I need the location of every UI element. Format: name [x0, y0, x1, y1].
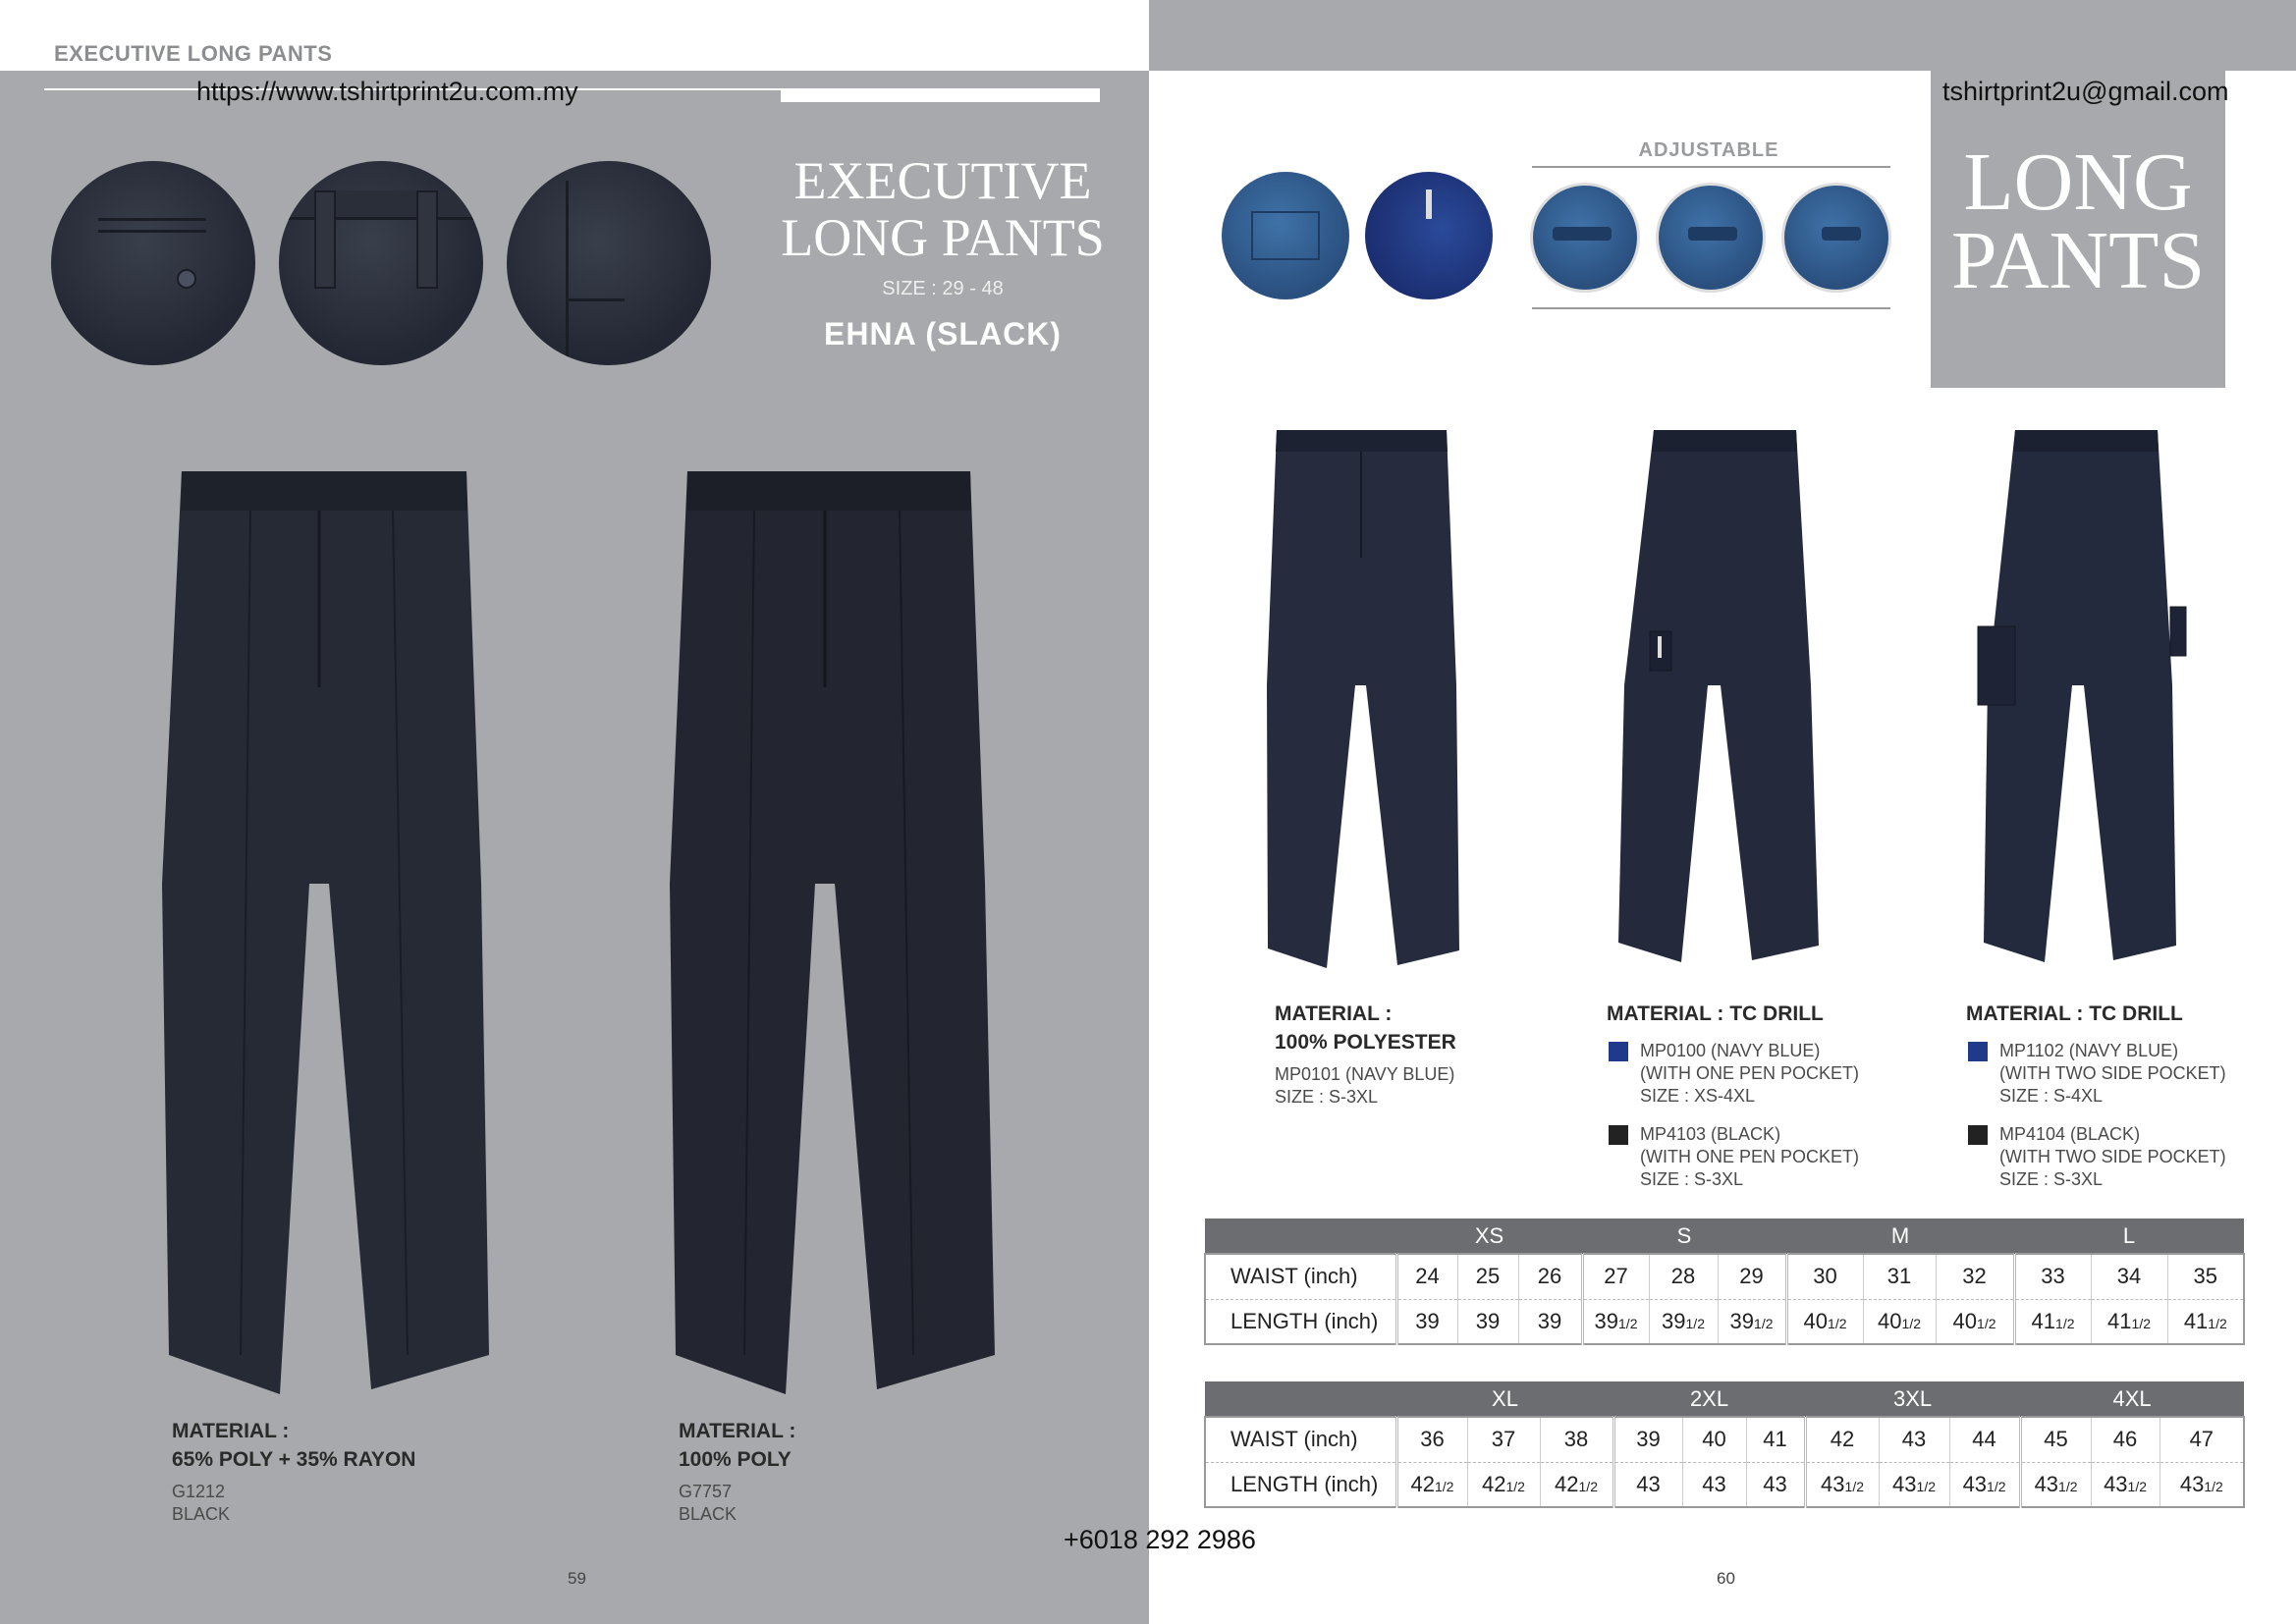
waist-cell — [1396, 1417, 1467, 1462]
length-value: 42 — [1555, 1471, 1579, 1496]
length-cell — [1949, 1462, 2020, 1507]
waist-cell — [1718, 1254, 1786, 1299]
length-value: 43 — [2034, 1471, 2059, 1496]
product-g1212-material — [172, 1417, 415, 1474]
adjustable-rule-bottom — [1532, 307, 1890, 309]
product-color: BLACK — [679, 1504, 738, 1524]
waist-cell — [2020, 1417, 2091, 1462]
size-group-header: XS — [1396, 1218, 1582, 1254]
black-swatch — [1968, 1125, 1988, 1145]
length-value: 43 — [1763, 1471, 1787, 1496]
material-label: MATERIAL : — [679, 1420, 796, 1442]
executive-product-code: EHNA (SLACK) — [824, 316, 1062, 352]
option-size: SIZE : S-4XL — [1999, 1086, 2104, 1106]
waist-cell — [1936, 1254, 2014, 1299]
length-cell — [1879, 1462, 1949, 1507]
length-fraction: 1/2 — [1754, 1315, 1774, 1331]
product-size: SIZE : S-3XL — [1275, 1087, 1379, 1107]
waist-cell — [1949, 1417, 2020, 1462]
length-cell — [1613, 1462, 1682, 1507]
waist-value: 42 — [1830, 1427, 1855, 1452]
length-row — [1205, 1299, 2244, 1344]
size-table-xl-4xl — [1204, 1381, 2245, 1508]
size-group-header: M — [1786, 1218, 2014, 1254]
length-value: 43 — [2179, 1471, 2205, 1496]
waist-cell — [1540, 1417, 1613, 1462]
waist-value: 25 — [1475, 1264, 1501, 1289]
product-tc-drill-1-material: MATERIAL : TC DRILL — [1607, 1002, 1824, 1025]
product-code: G1212 — [172, 1482, 226, 1501]
waist-value: 39 — [1636, 1427, 1661, 1452]
waist-value: 26 — [1537, 1264, 1562, 1289]
length-fraction: 1/2 — [1844, 1478, 1864, 1494]
option-desc: (WITH TWO SIDE POCKET) — [1999, 1147, 2226, 1166]
page-number-60: 60 — [1717, 1569, 1735, 1588]
product-g7757-info — [679, 1481, 737, 1526]
material-value: 100% POLY — [679, 1448, 792, 1471]
option-mp4103 — [1640, 1123, 1859, 1191]
size-group-header: XL — [1396, 1381, 1613, 1417]
product-color: BLACK — [172, 1504, 231, 1524]
black-swatch — [1609, 1125, 1628, 1145]
size-group-header: S — [1582, 1218, 1786, 1254]
length-fraction: 1/2 — [1578, 1478, 1598, 1494]
length-row — [1205, 1462, 2244, 1507]
pants-mp0101-image — [1265, 430, 1461, 970]
option-code: MP0100 (NAVY BLUE) — [1640, 1041, 1821, 1060]
length-cell — [1467, 1462, 1540, 1507]
waist-cell — [1863, 1254, 1936, 1299]
length-cell — [1540, 1462, 1613, 1507]
section-header-title: EXECUTIVE LONG PANTS — [54, 41, 333, 66]
size-table-xs-l — [1204, 1218, 2245, 1345]
waist-value: 28 — [1670, 1264, 1696, 1289]
length-fraction: 1/2 — [2127, 1478, 2148, 1494]
length-value: 43 — [1636, 1471, 1661, 1496]
length-cell — [1396, 1299, 1457, 1344]
navy-swatch — [1968, 1042, 1988, 1061]
waist-cell — [2091, 1254, 2167, 1299]
length-cell — [2014, 1299, 2091, 1344]
option-size: SIZE : S-3XL — [1999, 1169, 2104, 1189]
pants-g7757-image — [666, 471, 1005, 1399]
length-cell — [2167, 1299, 2244, 1344]
long-pants-title — [1931, 136, 2225, 306]
option-code: MP4104 (BLACK) — [1999, 1124, 2141, 1144]
product-g1212-info — [172, 1481, 230, 1526]
row-label: LENGTH (inch) — [1205, 1299, 1396, 1344]
product-tc-drill-2-material: MATERIAL : TC DRILL — [1966, 1002, 2183, 1025]
waist-value: 45 — [2044, 1427, 2068, 1452]
long-pants-title-line2: PANTS — [1950, 215, 2206, 306]
length-value: 40 — [1803, 1308, 1829, 1333]
waist-value: 47 — [2189, 1427, 2214, 1452]
right-header-bar — [1149, 0, 2296, 71]
option-desc: (WITH ONE PEN POCKET) — [1640, 1063, 1860, 1083]
length-cell — [2091, 1462, 2159, 1507]
executive-size-range: SIZE : 29 - 48 — [882, 278, 1004, 299]
detail-side-pocket-image — [507, 161, 711, 365]
product-g7757-material — [679, 1417, 795, 1474]
waist-value: 34 — [2116, 1264, 2142, 1289]
detail-back-pocket-image — [51, 161, 255, 365]
option-size: SIZE : XS-4XL — [1640, 1086, 1756, 1106]
pants-mp1102-image — [1976, 430, 2192, 965]
navy-swatch — [1609, 1042, 1628, 1061]
waist-value: 30 — [1813, 1264, 1837, 1289]
executive-title-line2: LONG PANTS — [781, 208, 1105, 267]
length-value: 41 — [2031, 1308, 2056, 1333]
product-mp0101-material — [1275, 1000, 1456, 1056]
length-fraction: 1/2 — [2058, 1478, 2078, 1494]
length-fraction: 1/2 — [2208, 1315, 2227, 1331]
length-fraction: 1/2 — [1828, 1315, 1847, 1331]
table-header-row — [1205, 1218, 2244, 1254]
option-code: MP1102 (NAVY BLUE) — [1999, 1041, 2179, 1060]
waist-cell — [1649, 1254, 1718, 1299]
length-value: 40 — [1952, 1308, 1978, 1333]
email-link[interactable]: tshirtprint2u@gmail.com — [1942, 77, 2229, 106]
executive-title-line1: EXECUTIVE — [793, 151, 1092, 210]
length-cell — [1786, 1299, 1863, 1344]
option-desc: (WITH ONE PEN POCKET) — [1640, 1147, 1860, 1166]
waist-value: 40 — [1702, 1427, 1726, 1452]
row-label: WAIST (inch) — [1205, 1254, 1396, 1299]
length-value: 43 — [2104, 1471, 2128, 1496]
detail-pen-pocket-image — [1365, 172, 1493, 299]
waist-row — [1205, 1254, 2244, 1299]
length-fraction: 1/2 — [1901, 1315, 1921, 1331]
waist-cell — [2091, 1417, 2159, 1462]
waist-row — [1205, 1417, 2244, 1462]
length-value: 41 — [2183, 1308, 2209, 1333]
waist-value: 29 — [1739, 1264, 1764, 1289]
size-group-header: L — [2014, 1218, 2244, 1254]
material-label: MATERIAL : — [172, 1420, 290, 1442]
adjustable-tab-image-1 — [1530, 183, 1640, 293]
option-mp4104 — [1999, 1123, 2226, 1191]
waist-cell — [2159, 1417, 2244, 1462]
length-cell — [1718, 1299, 1786, 1344]
row-label: LENGTH (inch) — [1205, 1462, 1396, 1507]
waist-cell — [1582, 1254, 1649, 1299]
length-fraction: 1/2 — [1505, 1478, 1525, 1494]
length-cell — [1863, 1299, 1936, 1344]
material-value: 100% POLYESTER — [1275, 1031, 1456, 1054]
length-cell — [2159, 1462, 2244, 1507]
table-header-row — [1205, 1381, 2244, 1417]
waist-value: 33 — [2041, 1264, 2065, 1289]
waist-cell — [1746, 1417, 1805, 1462]
waist-value: 38 — [1563, 1427, 1589, 1452]
length-fraction: 1/2 — [1435, 1478, 1454, 1494]
length-value: 43 — [1702, 1471, 1726, 1496]
length-value: 39 — [1594, 1308, 1619, 1333]
length-value: 43 — [1962, 1471, 1988, 1496]
waist-cell — [2014, 1254, 2091, 1299]
executive-title — [746, 152, 1139, 266]
adjustable-rule-top — [1532, 166, 1890, 168]
length-value: 39 — [1537, 1308, 1562, 1333]
waist-value: 35 — [2193, 1264, 2218, 1289]
waist-value: 27 — [1604, 1264, 1628, 1289]
length-value: 39 — [1475, 1308, 1501, 1333]
product-code: MP0101 (NAVY BLUE) — [1275, 1064, 1455, 1084]
length-value: 39 — [1729, 1308, 1755, 1333]
pants-g1212-image — [157, 471, 501, 1399]
waist-value: 24 — [1415, 1264, 1440, 1289]
waist-value: 31 — [1886, 1264, 1912, 1289]
length-cell — [1396, 1462, 1467, 1507]
length-cell — [2020, 1462, 2091, 1507]
detail-waistband-image — [279, 161, 483, 365]
length-cell — [1805, 1462, 1879, 1507]
length-fraction: 1/2 — [1977, 1315, 1996, 1331]
material-label: MATERIAL : — [1275, 1002, 1393, 1025]
page-number-59: 59 — [568, 1569, 586, 1588]
waist-cell — [2167, 1254, 2244, 1299]
waist-cell — [1467, 1417, 1540, 1462]
length-value: 39 — [1662, 1308, 1686, 1333]
waist-cell — [1805, 1417, 1879, 1462]
option-mp1102 — [1999, 1040, 2226, 1108]
waist-cell — [1786, 1254, 1863, 1299]
material-value: 65% POLY + 35% RAYON — [172, 1448, 416, 1471]
row-label: WAIST (inch) — [1205, 1417, 1396, 1462]
waist-value: 44 — [1972, 1427, 1996, 1452]
length-fraction: 1/2 — [1987, 1478, 2006, 1494]
waist-cell — [1518, 1254, 1582, 1299]
option-size: SIZE : S-3XL — [1640, 1169, 1744, 1189]
option-mp0100 — [1640, 1040, 1859, 1108]
length-fraction: 1/2 — [1916, 1478, 1936, 1494]
long-pants-title-line1: LONG — [1963, 136, 2193, 228]
option-desc: (WITH TWO SIDE POCKET) — [1999, 1063, 2226, 1083]
adjustable-tab-image-3 — [1781, 183, 1891, 293]
waist-cell — [1879, 1417, 1949, 1462]
header-rule-bar — [781, 88, 1100, 102]
adjustable-label: ADJUSTABLE — [1638, 139, 1779, 161]
length-fraction: 1/2 — [1685, 1315, 1705, 1331]
phone-number[interactable]: +6018 292 2986 — [1064, 1525, 1256, 1554]
waist-cell — [1682, 1417, 1746, 1462]
length-cell — [1682, 1462, 1746, 1507]
length-value: 43 — [1821, 1471, 1845, 1496]
waist-value: 46 — [2112, 1427, 2138, 1452]
waist-cell — [1457, 1254, 1518, 1299]
product-mp0101-info — [1275, 1063, 1454, 1109]
length-value: 42 — [1410, 1471, 1435, 1496]
length-fraction: 1/2 — [2055, 1315, 2075, 1331]
size-group-header: 3XL — [1805, 1381, 2020, 1417]
waist-cell — [1396, 1254, 1457, 1299]
detail-pocket-flap-image — [1222, 172, 1349, 299]
waist-value: 32 — [1962, 1264, 1987, 1289]
length-cell — [1582, 1299, 1649, 1344]
length-value: 40 — [1878, 1308, 1902, 1333]
adjustable-tab-image-2 — [1656, 183, 1766, 293]
waist-value: 36 — [1420, 1427, 1445, 1452]
length-value: 43 — [1892, 1471, 1917, 1496]
length-fraction: 1/2 — [1618, 1315, 1638, 1331]
length-fraction: 1/2 — [2204, 1478, 2223, 1494]
website-link[interactable]: https://www.tshirtprint2u.com.my — [196, 77, 578, 106]
product-code: G7757 — [679, 1482, 733, 1501]
length-cell — [2091, 1299, 2167, 1344]
length-value: 42 — [1482, 1471, 1506, 1496]
size-group-header: 4XL — [2020, 1381, 2244, 1417]
length-cell — [1457, 1299, 1518, 1344]
length-value: 41 — [2107, 1308, 2132, 1333]
length-cell — [1746, 1462, 1805, 1507]
waist-value: 41 — [1763, 1427, 1787, 1452]
waist-value: 43 — [1901, 1427, 1927, 1452]
pants-mp0100-image — [1614, 430, 1821, 965]
option-code: MP4103 (BLACK) — [1640, 1124, 1781, 1144]
length-value: 39 — [1415, 1308, 1440, 1333]
length-cell — [1936, 1299, 2014, 1344]
length-cell — [1518, 1299, 1582, 1344]
waist-value: 37 — [1491, 1427, 1516, 1452]
length-cell — [1649, 1299, 1718, 1344]
waist-cell — [1613, 1417, 1682, 1462]
length-fraction: 1/2 — [2131, 1315, 2151, 1331]
size-group-header: 2XL — [1613, 1381, 1805, 1417]
